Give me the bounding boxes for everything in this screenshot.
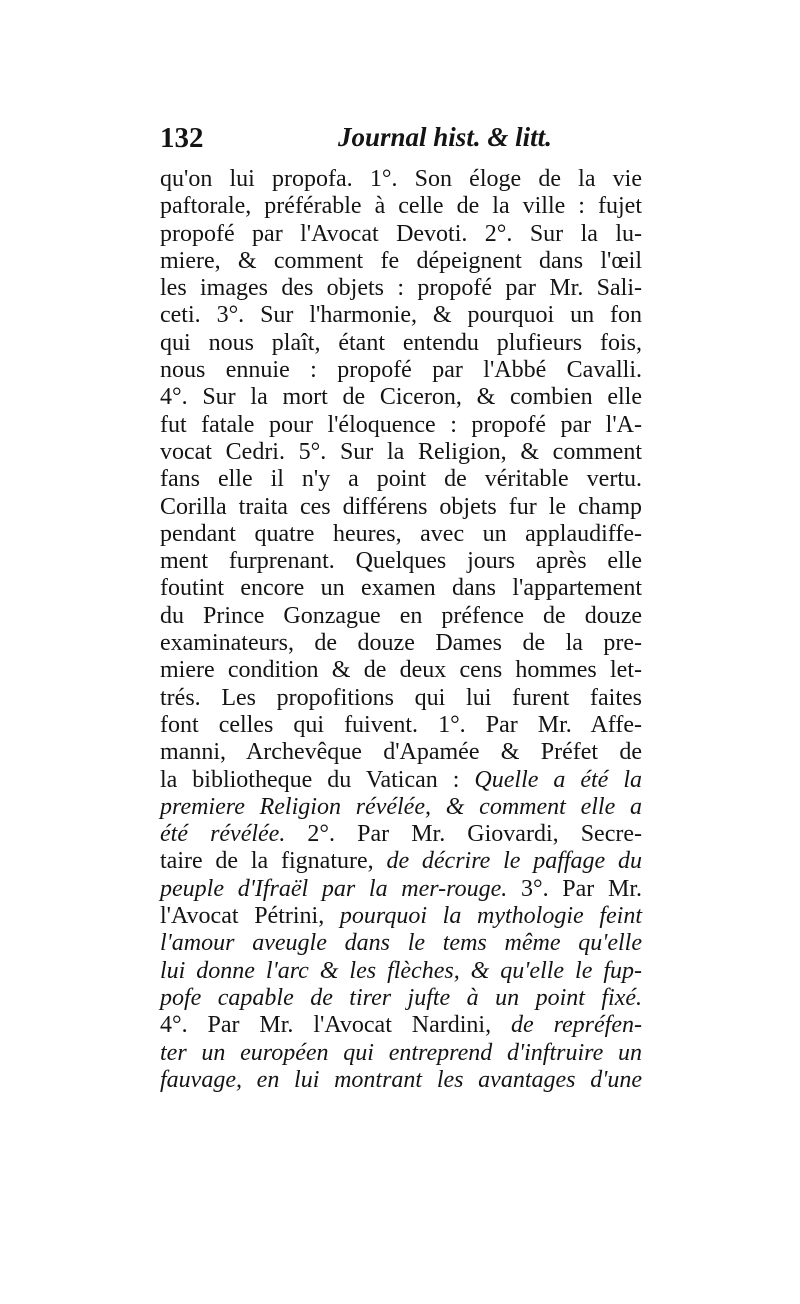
text-line bbox=[160, 930, 642, 957]
text-segment: l'Avocat Pétrini, bbox=[160, 903, 340, 930]
text-segment: fans elle il n'y a point de véritable vertu. bbox=[160, 466, 642, 493]
text-segment: taire de la fignature, bbox=[160, 848, 387, 875]
text-segment: font celles qui fuivent. 1°. Par Mr. Affe- bbox=[160, 711, 642, 738]
text-line bbox=[160, 384, 642, 411]
italic-text-segment: ter un européen qui entreprend d'inftruire un bbox=[160, 1039, 642, 1066]
italic-text-segment: été révélée. bbox=[160, 821, 286, 848]
text-line bbox=[160, 876, 642, 903]
text-line bbox=[160, 548, 642, 575]
text-segment: qui nous plaît, étant entendu plufieurs fois, bbox=[160, 329, 642, 356]
text-line bbox=[160, 412, 642, 439]
text-segment: nous ennuie : propofé par l'Abbé Cavalli. bbox=[160, 357, 642, 384]
text-segment: qu'on lui propofa. 1°. Son éloge de la vie bbox=[160, 166, 642, 192]
text-line bbox=[160, 1012, 642, 1039]
text-line bbox=[160, 302, 642, 329]
text-segment: foutint encore un examen dans l'appartement bbox=[160, 575, 642, 602]
text-line bbox=[160, 985, 642, 1012]
text-line bbox=[160, 821, 642, 848]
text-line bbox=[160, 657, 642, 684]
text-line bbox=[160, 685, 642, 712]
text-segment: les images des objets : propofé par Mr. Sali- bbox=[160, 275, 642, 302]
text-segment: examinateurs, de douze Dames de la pre- bbox=[160, 630, 642, 657]
text-line bbox=[160, 1067, 642, 1094]
text-line bbox=[160, 603, 642, 630]
text-line bbox=[160, 739, 642, 766]
text-segment: du Prince Gonzague en préfence de douze bbox=[160, 602, 642, 629]
text-segment: 3°. Par Mr. bbox=[507, 875, 642, 902]
text-line bbox=[160, 330, 642, 357]
text-line bbox=[160, 494, 642, 521]
text-segment: 4°. Par Mr. l'Avocat Nardini, bbox=[160, 1012, 512, 1039]
text-segment: pendant quatre heures, avec un applaudiffe- bbox=[160, 520, 642, 547]
italic-text-segment: fauvage, en lui montrant les avantages d'une bbox=[160, 1066, 642, 1093]
text-segment: miere, & comment fe dépeignent dans l'œil bbox=[160, 247, 642, 274]
italic-text-segment: lui donne l'arc & les flèches, & qu'elle le fup- bbox=[160, 957, 642, 984]
italic-text-segment: de repréfen- bbox=[511, 1012, 642, 1039]
text-line bbox=[160, 248, 642, 275]
text-line bbox=[160, 439, 642, 466]
text-line bbox=[160, 221, 642, 248]
text-segment: ceti. 3°. Sur l'harmonie, & pourquoi un fon bbox=[160, 302, 642, 329]
text-line bbox=[160, 794, 642, 821]
text-line bbox=[160, 903, 642, 930]
text-segment: trés. Les propofitions qui lui furent faites bbox=[160, 684, 642, 711]
italic-text-segment: pofe capable de tirer jufte à un point fixé. bbox=[160, 984, 642, 1011]
italic-text-segment: premiere Religion révélée, & comment elle a bbox=[160, 793, 642, 820]
text-line bbox=[160, 630, 642, 657]
italic-text-segment: l'amour aveugle dans le tems même qu'elle bbox=[160, 930, 642, 957]
text-segment: la bibliotheque du Vatican : bbox=[160, 766, 475, 793]
text-line bbox=[160, 848, 642, 875]
text-segment: 4°. Sur la mort de Ciceron, & combien elle bbox=[160, 384, 642, 411]
page-header bbox=[160, 122, 642, 158]
page-number: 132 bbox=[160, 122, 204, 154]
text-segment: 2°. Par Mr. Giovardi, Secre- bbox=[285, 821, 642, 848]
text-line bbox=[160, 575, 642, 602]
text-segment: propofé par l'Avocat Devoti. 2°. Sur la lu- bbox=[160, 220, 642, 247]
text-segment: ment furprenant. Quelques jours après elle bbox=[160, 548, 642, 575]
text-line bbox=[160, 521, 642, 548]
text-line bbox=[160, 1040, 642, 1067]
text-line bbox=[160, 466, 642, 493]
text-line bbox=[160, 712, 642, 739]
text-line bbox=[160, 166, 642, 193]
italic-text-segment: Quelle a été la bbox=[474, 766, 642, 793]
text-line bbox=[160, 767, 642, 794]
running-title: Journal hist. & litt. bbox=[338, 122, 552, 152]
text-segment: manni, Archevêque d'Apamée & Préfet de bbox=[160, 739, 642, 766]
text-line bbox=[160, 958, 642, 985]
text-segment: paftorale, préférable à celle de la ville : fujet bbox=[160, 193, 642, 220]
body-text bbox=[160, 166, 642, 1094]
text-segment: miere condition & de deux cens hommes let- bbox=[160, 657, 642, 684]
text-line bbox=[160, 193, 642, 220]
italic-text-segment: de décrire le paffage du bbox=[386, 848, 643, 875]
text-line bbox=[160, 357, 642, 384]
text-segment: vocat Cedri. 5°. Sur la Religion, & comment bbox=[160, 438, 642, 465]
italic-text-segment: peuple d'Ifraël par la mer-rouge. bbox=[160, 875, 508, 902]
text-segment: fut fatale pour l'éloquence : propofé par l'A- bbox=[160, 411, 642, 438]
text-line bbox=[160, 275, 642, 302]
text-segment: Corilla traita ces différens objets fur le champ bbox=[160, 493, 642, 520]
italic-text-segment: pourquoi la mythologie feint bbox=[339, 903, 642, 930]
